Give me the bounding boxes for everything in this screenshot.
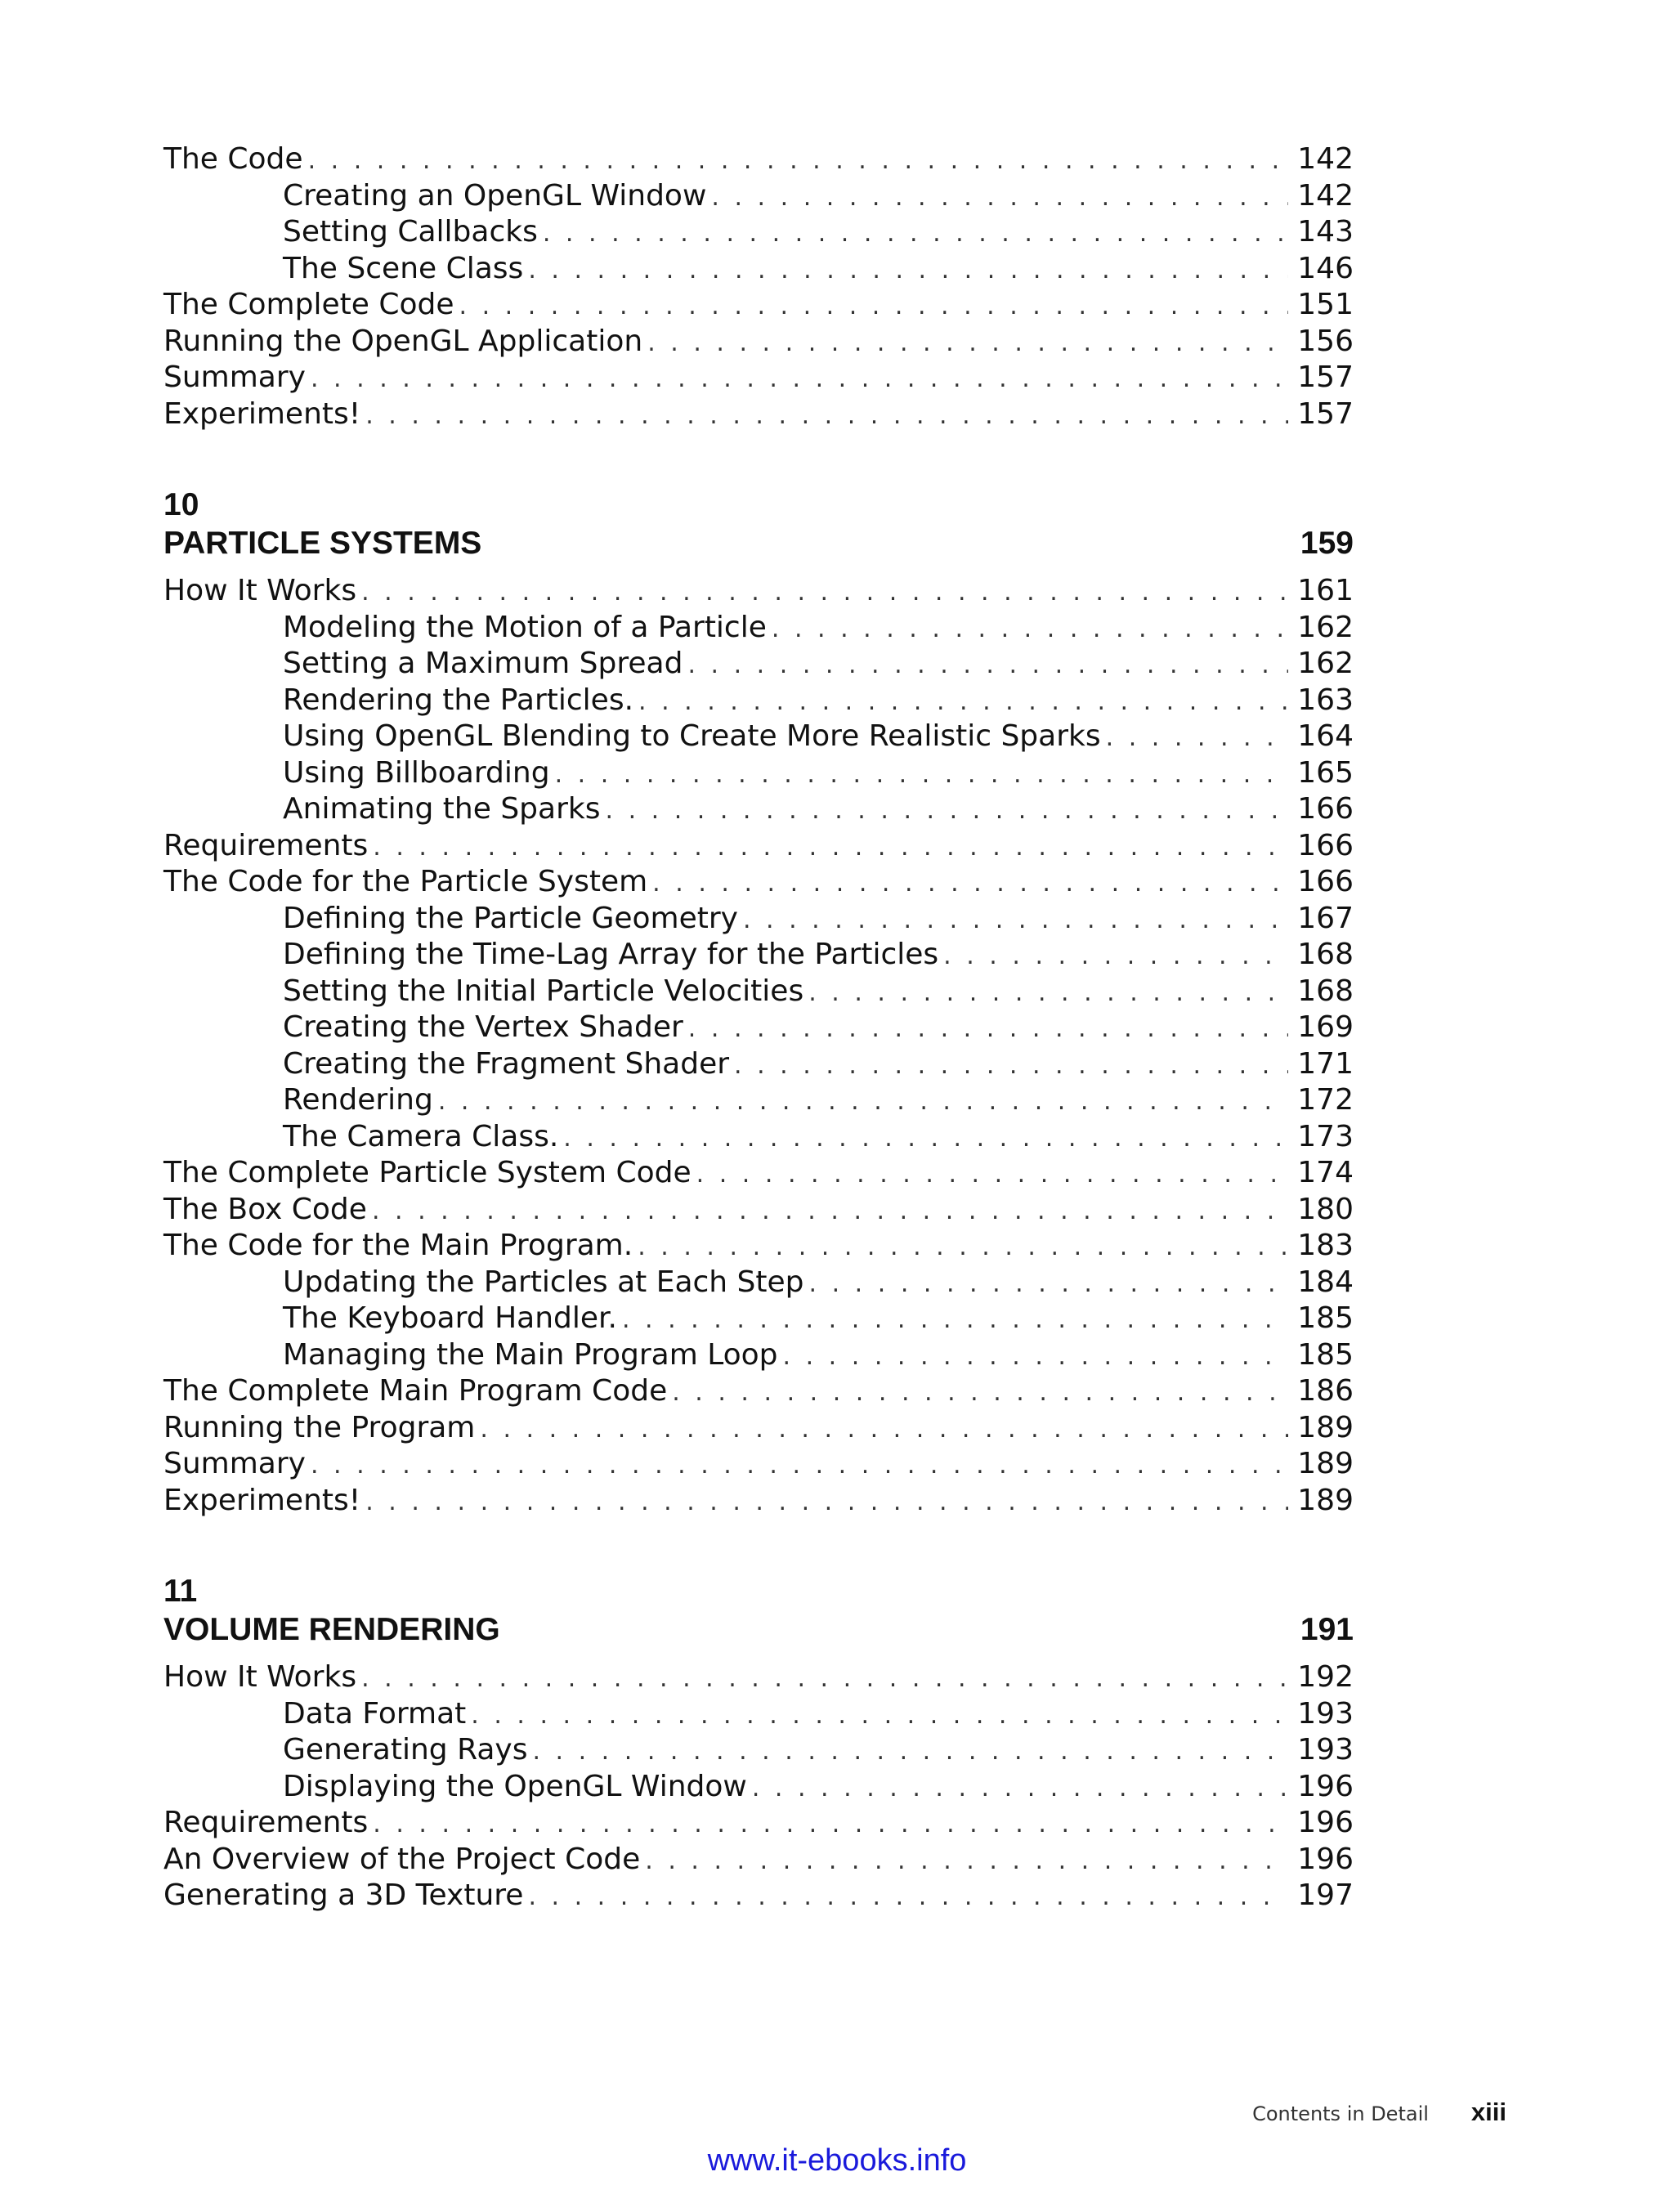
toc-entry-page: 174 [1297,1156,1354,1189]
toc-subentry[interactable] [163,937,1354,974]
table-of-contents [163,141,1354,1914]
toc-entry[interactable] [163,573,1354,610]
dot-leader [543,216,1288,253]
dot-leader [365,1484,1288,1521]
toc-subentry[interactable] [163,1082,1354,1119]
toc-entry-title: The Code for the Particle System [163,865,648,898]
toc-entry[interactable] [163,1805,1354,1842]
toc-entry[interactable] [163,396,1354,433]
toc-subentry[interactable] [163,719,1354,755]
toc-entry-page: 180 [1297,1192,1354,1226]
toc-entry-title: Summary [163,360,306,394]
toc-entry-page: 161 [1297,574,1354,607]
dot-leader [688,1011,1288,1048]
dot-leader [480,1412,1288,1449]
toc-entry-page: 171 [1297,1046,1354,1081]
toc-entry-title: Requirements [163,828,369,862]
dot-leader [365,398,1288,435]
dot-leader [808,975,1288,1012]
toc-entry-title: Defining the Time-Lag Array for the Particles [283,938,939,971]
toc-entry-page: 172 [1297,1083,1354,1117]
toc-entry-page: 165 [1297,755,1354,790]
dot-leader [373,830,1288,866]
toc-subentry[interactable] [163,1265,1354,1301]
toc-entry-title: The Complete Particle System Code [163,1156,692,1189]
toc-entry-page: 162 [1297,647,1354,680]
toc-entry[interactable] [163,1446,1354,1483]
toc-entry-page: 197 [1297,1878,1354,1912]
toc-entry-page: 166 [1297,792,1354,826]
toc-entry[interactable] [163,1842,1354,1878]
toc-subentry[interactable] [163,1769,1354,1806]
toc-subentry[interactable] [163,1301,1354,1337]
toc-entry-title: An Overview of the Project Code [163,1842,641,1876]
toc-entry-title: Setting the Initial Particle Velocities [283,974,804,1008]
toc-entry-page: 168 [1297,938,1354,971]
toc-subentry[interactable] [163,974,1354,1010]
toc-entry-title: Updating the Particles at Each Step [283,1265,804,1299]
toc-entry-title: The Box Code [163,1192,367,1226]
toc-entry-title: Defining the Particle Geometry [283,901,738,935]
toc-entry-page: 173 [1297,1119,1354,1153]
toc-entry[interactable] [163,1155,1354,1192]
dot-leader [1106,720,1288,757]
dot-leader [361,1661,1288,1698]
toc-entry-title: Running the OpenGL Application [163,324,643,358]
toc-entry-title: Setting Callbacks [283,215,538,249]
dot-leader [711,180,1288,217]
toc-entry-page: 162 [1297,610,1354,644]
toc-entry-page: 146 [1297,251,1354,285]
toc-entry[interactable] [163,1659,1354,1696]
watermark-link[interactable]: www.it-ebooks.info [707,2143,967,2178]
dot-leader [809,1266,1288,1303]
dot-leader [647,325,1288,362]
toc-entry-title: Requirements [163,1806,369,1839]
toc-subentry[interactable] [163,1337,1354,1374]
dot-leader [373,1807,1288,1843]
toc-subentry[interactable] [163,683,1354,719]
toc-entry-title: Setting a Maximum Spread [283,647,683,680]
toc-entry-title: Using Billboarding [283,755,550,790]
toc-subentry[interactable] [163,251,1354,288]
toc-entry-page: 169 [1297,1010,1354,1044]
toc-entry-page: 164 [1297,719,1354,753]
dot-leader [772,611,1288,648]
toc-entry-title: Displaying the OpenGL Window [283,1769,747,1803]
chapter-block [163,486,1354,1519]
toc-entry-title: Creating the Fragment Shader [283,1046,730,1081]
toc-entry[interactable] [163,360,1354,396]
toc-subentry[interactable] [163,901,1354,938]
toc-entry-title: Using OpenGL Blending to Create More Realistic Sparks [283,719,1101,753]
toc-entry-title: Summary [163,1447,306,1480]
toc-entry-title: Experiments! [163,1483,361,1517]
chapter-block [163,1573,1354,1914]
toc-entry[interactable] [163,287,1354,324]
dot-leader [438,1084,1288,1121]
toc-entry[interactable] [163,1373,1354,1410]
toc-entry[interactable] [163,864,1354,901]
dot-leader [528,1879,1288,1916]
toc-entry[interactable] [163,828,1354,865]
chapter-heading[interactable] [163,524,1354,573]
dot-leader [532,1734,1288,1771]
footer-page-number: xiii [1470,2098,1506,2126]
toc-entry-page: 183 [1297,1229,1354,1262]
dot-leader [645,1843,1288,1880]
dot-leader [783,1339,1288,1376]
dot-leader [638,1229,1288,1266]
toc-entry-page: 142 [1297,142,1354,176]
toc-entry[interactable] [163,141,1354,178]
toc-entry-page: 166 [1297,865,1354,898]
toc-entry-page: 196 [1297,1806,1354,1839]
toc-entry-page: 166 [1297,828,1354,862]
toc-entry-page: 142 [1297,178,1354,213]
toc-entry[interactable] [163,1878,1354,1914]
dot-leader [471,1698,1288,1735]
toc-entry-page: 196 [1297,1769,1354,1803]
toc-entry-page: 189 [1297,1483,1354,1517]
dot-leader [311,1448,1288,1484]
toc-entry[interactable] [163,1228,1354,1265]
dot-leader [638,684,1288,721]
toc-entry-page: 193 [1297,1696,1354,1731]
dot-leader [652,866,1288,902]
toc-entry-title: The Code for the Main Program. [163,1229,633,1262]
toc-entry-title: Animating the Sparks [283,792,601,826]
toc-entry-page: 143 [1297,215,1354,249]
toc-subentry[interactable] [163,646,1354,683]
toc-entry-page: 193 [1297,1733,1354,1766]
toc-entry-title: Generating Rays [283,1733,528,1766]
chapter-page: 191 [1300,1612,1354,1647]
dot-leader [528,253,1288,289]
toc-entry-title: Rendering [283,1083,433,1117]
toc-entry-title: Modeling the Motion of a Particle [283,610,767,644]
toc-entry-page: 167 [1297,901,1354,935]
chapter-number: 11 [163,1574,198,1609]
toc-entry-title: Data Format [283,1696,467,1731]
dot-leader [361,575,1288,611]
toc-subentry[interactable] [163,1732,1354,1769]
toc-entry-page: 189 [1297,1410,1354,1444]
dot-leader [696,1157,1288,1193]
toc-entry-title: The Code [163,142,303,176]
toc-entry[interactable] [163,1192,1354,1229]
toc-subentry[interactable] [163,1119,1354,1156]
toc-entry[interactable] [163,1410,1354,1447]
toc-entry-page: 192 [1297,1660,1354,1694]
dot-leader [687,647,1288,684]
toc-subentry[interactable] [163,1010,1354,1046]
chapter-number: 10 [163,487,199,522]
toc-entry-page: 186 [1297,1374,1354,1408]
toc-subentry[interactable] [163,1696,1354,1733]
toc-entry-page: 189 [1297,1447,1354,1480]
toc-entry-title: Creating an OpenGL Window [283,178,707,213]
toc-entry-page: 157 [1297,360,1354,394]
page-footer [1252,2098,1506,2127]
toc-entry-title: The Complete Code [163,288,454,321]
toc-subentry[interactable] [163,1046,1354,1083]
toc-subentry[interactable] [163,791,1354,828]
toc-entry-title: Generating a 3D Texture [163,1878,524,1912]
toc-entry-page: 196 [1297,1842,1354,1876]
toc-entry-title: Experiments! [163,396,361,431]
chapter-page: 159 [1300,526,1354,561]
dot-leader [606,793,1289,830]
dot-leader [311,361,1288,398]
toc-entry[interactable] [163,1483,1354,1520]
toc-entry-page: 168 [1297,974,1354,1008]
toc-entry-title: The Complete Main Program Code [163,1374,668,1408]
chapter-title: PARTICLE SYSTEMS [163,526,482,561]
toc-subentry[interactable] [163,755,1354,792]
toc-entry-page: 163 [1297,683,1354,717]
toc-entry-title: How It Works [163,1660,357,1694]
dot-leader [743,902,1288,939]
dot-leader [459,289,1289,325]
toc-subentry[interactable] [163,610,1354,647]
dot-leader [943,938,1288,975]
toc-entry-title: Creating the Vertex Shader [283,1010,683,1044]
dot-leader [672,1375,1288,1412]
toc-entry-title: How It Works [163,574,357,607]
toc-entry-page: 185 [1297,1337,1354,1372]
dot-leader [308,143,1288,180]
toc-entry-title: The Camera Class. [283,1119,559,1153]
toc-entry-page: 184 [1297,1265,1354,1299]
toc-entry-page: 157 [1297,396,1354,431]
dot-leader [372,1193,1288,1230]
toc-entry-page: 185 [1297,1301,1354,1335]
toc-entry-title: The Scene Class [283,251,524,285]
footer-label: Contents in Detail [1252,2102,1429,2125]
chapter-title: VOLUME RENDERING [163,1612,500,1647]
toc-entry-title: The Keyboard Handler. [283,1301,617,1335]
dot-leader [734,1048,1288,1085]
dot-leader [752,1771,1288,1807]
toc-entry[interactable] [163,324,1354,360]
toc-entry-title: Managing the Main Program Loop [283,1337,778,1372]
toc-subentry[interactable] [163,214,1354,251]
toc-entry-page: 151 [1297,288,1354,321]
toc-entry-title: Rendering the Particles. [283,683,634,717]
dot-leader [563,1121,1288,1157]
toc-subentry[interactable] [163,178,1354,215]
dot-leader [622,1302,1288,1339]
chapter-heading[interactable] [163,1610,1354,1659]
dot-leader [555,757,1288,794]
toc-entry-page: 156 [1297,324,1354,358]
toc-entry-title: Running the Program [163,1410,476,1444]
